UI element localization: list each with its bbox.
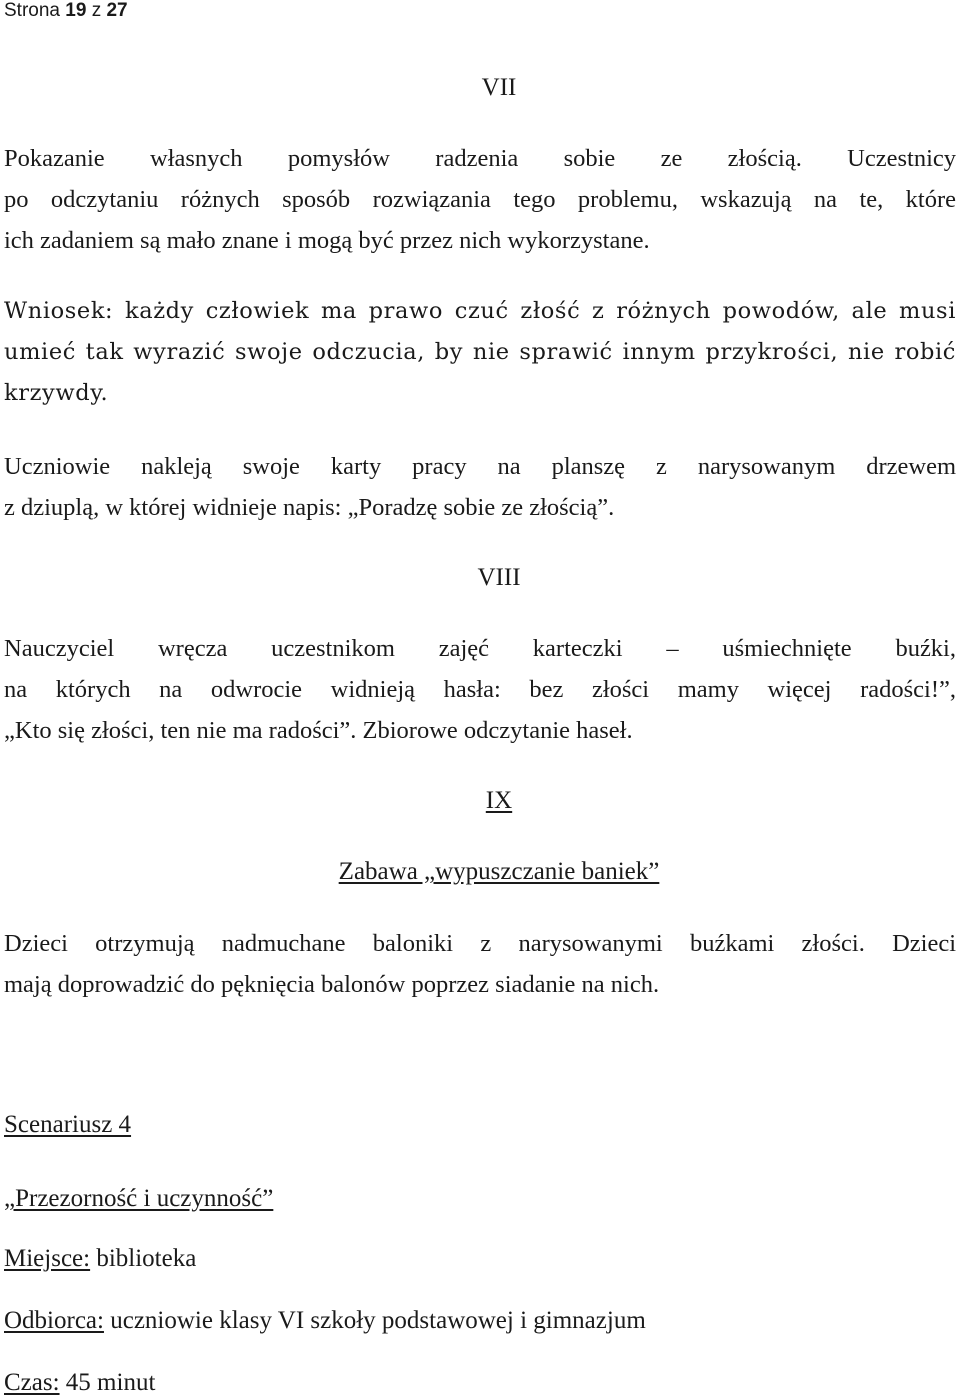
paragraph-line: „Kto się złości, ten nie ma radości”. Zbiorowe odczytanie haseł. [4, 717, 633, 744]
paragraph-line: po odczytaniu różnych sposób rozwiązania tego problemu, wskazują na te, które [4, 186, 956, 213]
audience-row [4, 1306, 646, 1336]
paragraph-line: z dziuplą, w której widnieje napis: „Poradzę sobie ze złością”. [4, 494, 615, 521]
scenario-name: „Przezorność i uczynność” [4, 1185, 274, 1212]
paragraph-line: ich zadaniem są mało znane i mogą być przez nich wykorzystane. [4, 227, 650, 254]
paragraph-conclusion [4, 291, 956, 414]
scenario-title: Scenariusz 4 [4, 1111, 132, 1138]
page-separator: z [91, 0, 102, 21]
page-number-header [4, 0, 128, 22]
time-label: Czas: [4, 1369, 60, 1396]
paragraph-worksheets [4, 446, 956, 528]
paragraph-line: Uczniowie nakleją swoje karty pracy na planszę z narysowanym drzewem [4, 453, 956, 480]
paragraph-line: na których na odwrocie widnieją hasła: bez złości mamy więcej radości!”, [4, 676, 956, 703]
paragraph-line: Pokazanie własnych pomysłów radzenia sobie ze złością. Uczestnicy [4, 145, 956, 172]
paragraph-line: mają doprowadzić do pęknięcia balonów poprzez siadanie na nich. [4, 971, 660, 998]
game-title: Zabawa „wypuszczanie baniek” [338, 858, 660, 885]
page-total: 27 [106, 0, 128, 21]
paragraph-line: Wniosek: każdy człowiek ma prawo czuć złość z różnych powodów, ale musi [4, 298, 956, 324]
page-prefix: Strona [4, 0, 60, 21]
paragraph-cards [4, 628, 956, 751]
section-heading-vii: VII [481, 74, 517, 101]
paragraph-line: krzywdy. [4, 380, 109, 406]
place-value: biblioteka [90, 1245, 197, 1272]
page-current: 19 [65, 0, 87, 21]
paragraph-ideas [4, 138, 956, 261]
paragraph-balloons [4, 923, 956, 1005]
time-row [4, 1368, 155, 1398]
paragraph-line: Nauczyciel wręcza uczestnikom zajęć karteczki – uśmiechnięte buźki, [4, 635, 956, 662]
place-label: Miejsce: [4, 1245, 91, 1272]
time-value: 45 minut [59, 1369, 156, 1396]
section-heading-viii: VIII [477, 564, 521, 591]
audience-value: uczniowie klasy VI szkoły podstawowej i gimnazjum [103, 1307, 646, 1334]
place-row [4, 1244, 196, 1274]
paragraph-line: umieć tak wyrazić swoje odczucia, by nie sprawić innym przykrości, nie robić [4, 339, 956, 365]
paragraph-line: Dzieci otrzymują nadmuchane baloniki z narysowanymi buźkami złości. Dzieci [4, 930, 956, 957]
section-heading-ix: IX [485, 787, 513, 814]
audience-label: Odbiorca: [4, 1307, 104, 1334]
